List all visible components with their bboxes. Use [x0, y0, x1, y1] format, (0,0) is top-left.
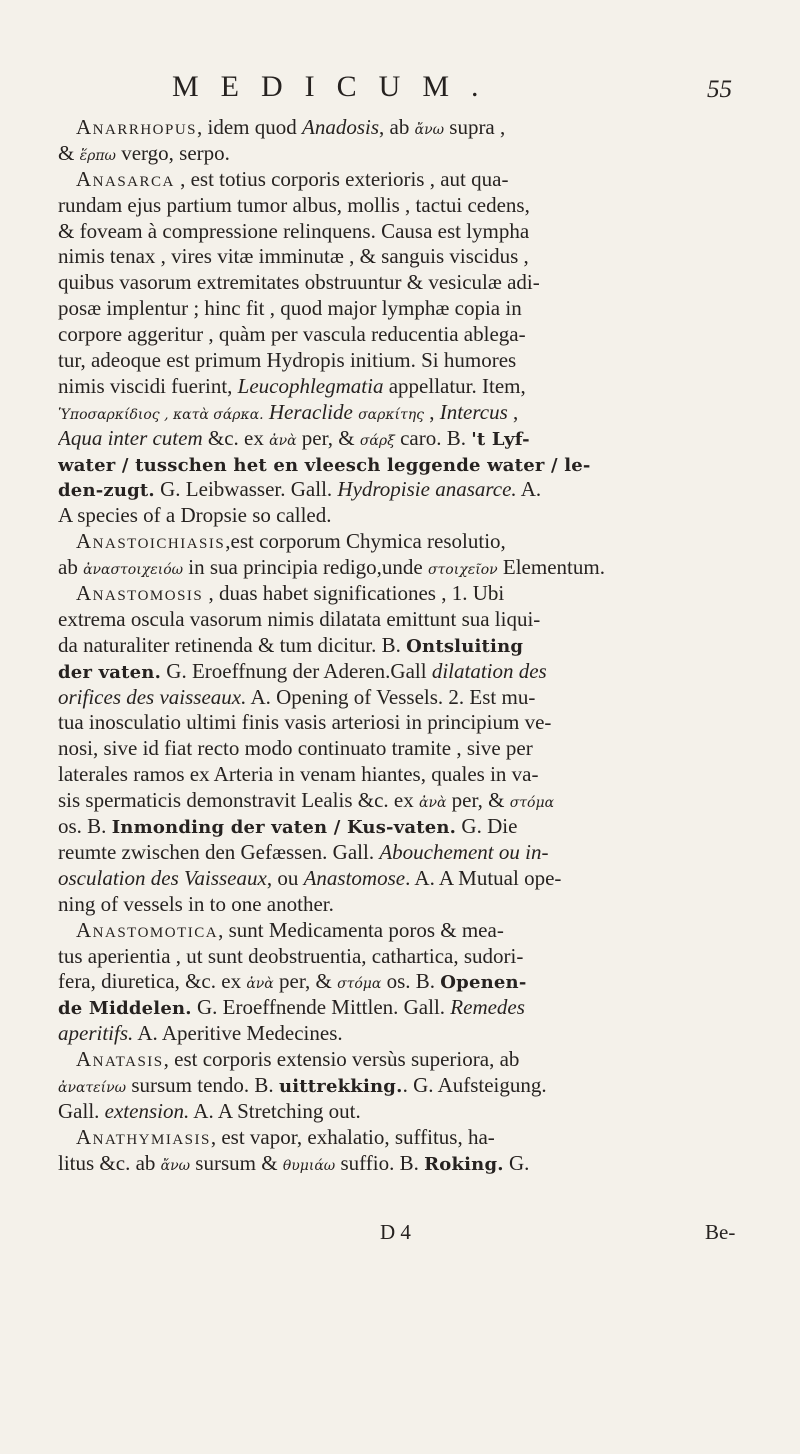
text-run: , ou	[266, 865, 304, 890]
text-line	[58, 736, 760, 762]
text-run: &c. ex	[202, 425, 270, 450]
italic-term: Abouchement ou in-	[379, 839, 549, 864]
page-number: 55	[707, 76, 732, 103]
text-line	[58, 581, 760, 607]
dutch-blackletter-term: water / tusschen het en vleesch leggende water / le-	[58, 454, 591, 476]
text-run: nosi, sive id fiat recto modo continuato tramite , sive per	[58, 736, 533, 761]
text-run: tus aperientia , ut sunt deobstruentia, cathartica, sudori-	[58, 943, 524, 968]
text-run: per, &	[273, 969, 338, 994]
greek-term: θυμιάω	[282, 1157, 336, 1174]
text-line	[58, 452, 760, 478]
text-run: A species of a Dropsie so called.	[58, 503, 332, 528]
greek-term: σάρξ	[359, 432, 395, 449]
greek-term: σαρκίτης	[358, 406, 424, 423]
text-run: os. B.	[58, 814, 112, 839]
greek-term: ἄνω	[414, 122, 445, 138]
text-run: corpore aggeritur , quàm per vascula reducentia ablega-	[58, 322, 526, 347]
text-line	[58, 322, 760, 348]
entry-headword: Anastomosis	[76, 581, 204, 606]
dutch-blackletter-term: den-zugt.	[58, 480, 155, 502]
text-line	[58, 426, 760, 452]
italic-term: aperitifs.	[58, 1021, 134, 1046]
text-run: . G. Aufsteigung.	[402, 1072, 547, 1097]
italic-term: osculation des Vaisseaux	[58, 865, 267, 890]
text-run: A. Opening of Vessels. 2. Est mu-	[246, 684, 536, 709]
text-line	[58, 141, 760, 167]
text-run: fera, diuretica, &c. ex	[58, 969, 247, 994]
text-run: sursum &	[190, 1150, 283, 1175]
text-line	[58, 348, 760, 374]
text-run: os. B.	[381, 969, 441, 994]
text-line	[58, 944, 760, 970]
text-run: da naturaliter retinenda & tum dicitur. B.	[58, 632, 407, 657]
text-line	[58, 503, 760, 529]
italic-term: Hydropisie anasarce.	[337, 477, 517, 502]
text-line	[58, 633, 760, 659]
dutch-blackletter-term: 't Lyf-	[471, 428, 530, 450]
text-run: , est corporis extensio versùs superiora, ab	[163, 1047, 520, 1072]
text-run: tua inosculatio ultimi finis vasis arteriosi in principium ve-	[58, 710, 552, 735]
text-run: appellatur. Item,	[383, 373, 526, 398]
text-run: suffio. B.	[335, 1150, 425, 1175]
text-run: quibus vasorum extremitates obstruuntur & vesiculæ adi-	[58, 270, 540, 295]
text-run: per, &	[296, 425, 360, 450]
text-line	[58, 219, 760, 245]
text-run: tur, adeoque est primum Hydropis initium. Si humores	[58, 348, 517, 373]
text-run: nimis viscidi fuerint,	[58, 373, 238, 398]
text-line	[58, 892, 760, 918]
text-line	[58, 710, 760, 736]
greek-term: ἄνω	[160, 1157, 191, 1174]
text-run: Gall.	[58, 1098, 105, 1123]
text-run: G. Eroeffnende Mittlen. Gall.	[191, 995, 451, 1020]
greek-term: ἀνὰ	[419, 795, 447, 812]
text-run: & foveam à compressione relinquens. Causa est lympha	[58, 218, 530, 243]
text-run: . A. A Mutual ope-	[405, 865, 562, 890]
greek-term: ἕρπω	[79, 147, 116, 164]
italic-term: Aqua inter cutem	[58, 425, 203, 450]
greek-term: ἀναστοιχειόω	[83, 562, 184, 579]
italic-term: Heraclide	[268, 399, 353, 424]
text-run: A. Aperitive Medecines.	[133, 1021, 343, 1046]
italic-term: extension.	[104, 1098, 190, 1123]
text-run: , duas habet significationes , 1. Ubi	[203, 581, 505, 606]
text-line	[58, 244, 760, 270]
text-run: , sunt Medicamenta poros & mea-	[218, 917, 504, 942]
text-line	[58, 1021, 760, 1047]
text-line	[58, 1073, 760, 1099]
text-run: extrema oscula vasorum nimis dilatata emittunt sua liqui-	[58, 606, 541, 631]
text-run: ,	[507, 399, 519, 424]
text-line	[58, 529, 760, 555]
italic-term: orifices des vaisseaux.	[58, 684, 247, 709]
dictionary-entries	[58, 115, 760, 1177]
text-line	[58, 1151, 760, 1177]
text-line	[58, 969, 760, 995]
text-line	[58, 477, 760, 503]
entry-headword: Anathymiasis	[76, 1124, 211, 1149]
text-line	[58, 115, 760, 141]
entry-headword: Anarrhopus	[76, 115, 198, 139]
entry-headword: Anastoichiasis	[76, 529, 226, 554]
dutch-blackletter-term: uittrekking.	[278, 1075, 403, 1097]
greek-term: ἀνατείνω	[58, 1079, 127, 1096]
dutch-blackletter-term: Inmonding der vaten / Kus-vaten.	[111, 817, 457, 839]
text-run: rundam ejus partium tumor albus, mollis , tactui cedens,	[58, 192, 530, 217]
dutch-blackletter-term: de Middelen.	[58, 998, 192, 1020]
text-line	[58, 840, 760, 866]
text-run: litus &c. ab	[58, 1150, 161, 1175]
italic-term: Intercus	[439, 399, 508, 424]
entry-headword: Anasarca	[76, 166, 175, 191]
text-run: nimis tenax , vires vitæ imminutæ , & sanguis viscidus ,	[58, 244, 529, 269]
text-run: per, &	[446, 788, 510, 813]
text-run: supra ,	[444, 115, 506, 139]
text-run: laterales ramos ex Arteria in venam hiantes, quales in va-	[58, 762, 539, 787]
text-run: ,est corporum Chymica resolutio,	[225, 529, 506, 554]
greek-term: Ὑποσαρκίδιος , κατὰ σάρκα.	[58, 406, 264, 423]
text-line	[58, 607, 760, 633]
text-run: , ab	[379, 115, 415, 139]
greek-term: ἀνὰ	[269, 432, 297, 449]
text-run: G.	[503, 1150, 530, 1175]
text-run: , est totius corporis exterioris , aut qua-	[174, 166, 509, 191]
text-line	[58, 918, 760, 944]
italic-term: Remedes	[450, 995, 525, 1020]
italic-term: dilatation des	[431, 658, 547, 683]
catchword: Be-	[705, 1220, 736, 1244]
text-line	[58, 296, 760, 322]
text-run: vergo, serpo.	[115, 140, 230, 165]
text-line	[58, 995, 760, 1021]
text-line	[58, 762, 760, 788]
text-run: , idem quod	[197, 115, 303, 139]
text-run: posæ implentur ; hinc fit , quod major lymphæ copia in	[58, 296, 522, 321]
text-run: G. Eroeffnung der Aderen.Gall	[161, 658, 432, 683]
text-line	[58, 555, 760, 581]
dutch-blackletter-term: der vaten.	[58, 661, 162, 683]
text-line	[58, 167, 760, 193]
greek-term: στόμα	[509, 795, 555, 812]
signature-mark: D 4	[380, 1220, 411, 1244]
text-line	[58, 685, 760, 711]
text-line	[58, 1099, 760, 1125]
text-line	[58, 659, 760, 685]
greek-term: στοιχεῖον	[427, 562, 498, 579]
text-run: reumte zwischen den Gefæssen. Gall.	[58, 839, 380, 864]
text-run: Elementum.	[497, 555, 605, 580]
greek-term: ἀνὰ	[246, 976, 274, 993]
text-line	[58, 270, 760, 296]
text-line	[58, 400, 760, 426]
text-line	[58, 866, 760, 892]
text-run: caro. B.	[394, 425, 472, 450]
italic-term: Anadosis	[302, 115, 380, 139]
text-run: sursum tendo. B.	[126, 1072, 279, 1097]
text-line	[58, 788, 760, 814]
text-line	[58, 193, 760, 219]
text-run: &	[58, 140, 80, 165]
text-line	[58, 1047, 760, 1073]
greek-term: στόμα	[337, 976, 382, 993]
running-title: MEDICUM.	[172, 70, 501, 103]
text-run: sis spermaticis demonstravit Lealis &c. ex	[58, 788, 419, 813]
text-run: A. A Stretching out.	[189, 1098, 361, 1123]
text-run: A.	[516, 477, 542, 502]
italic-term: Leucophlegmatia	[237, 373, 384, 398]
text-run: , est vapor, exhalatio, suffitus, ha-	[210, 1124, 495, 1149]
text-run: ning of vessels in to one another.	[58, 891, 334, 916]
dutch-blackletter-term: Openen-	[440, 972, 527, 994]
text-run: in sua principia redigo,unde	[183, 555, 428, 580]
page-header	[0, 70, 800, 110]
italic-term: Anastomose	[303, 865, 406, 890]
dutch-blackletter-term: Ontsluiting	[406, 635, 524, 657]
dutch-blackletter-term: Roking.	[424, 1153, 504, 1175]
text-run: ab	[58, 555, 84, 580]
text-line	[58, 814, 760, 840]
text-run: G. Die	[456, 814, 518, 839]
text-line	[58, 374, 760, 400]
entry-headword: Anatasis	[76, 1047, 164, 1072]
text-run: ,	[423, 399, 440, 424]
entry-headword: Anastomotica	[76, 917, 219, 942]
text-line	[58, 1125, 760, 1151]
text-run: G. Leibwasser. Gall.	[154, 477, 338, 502]
